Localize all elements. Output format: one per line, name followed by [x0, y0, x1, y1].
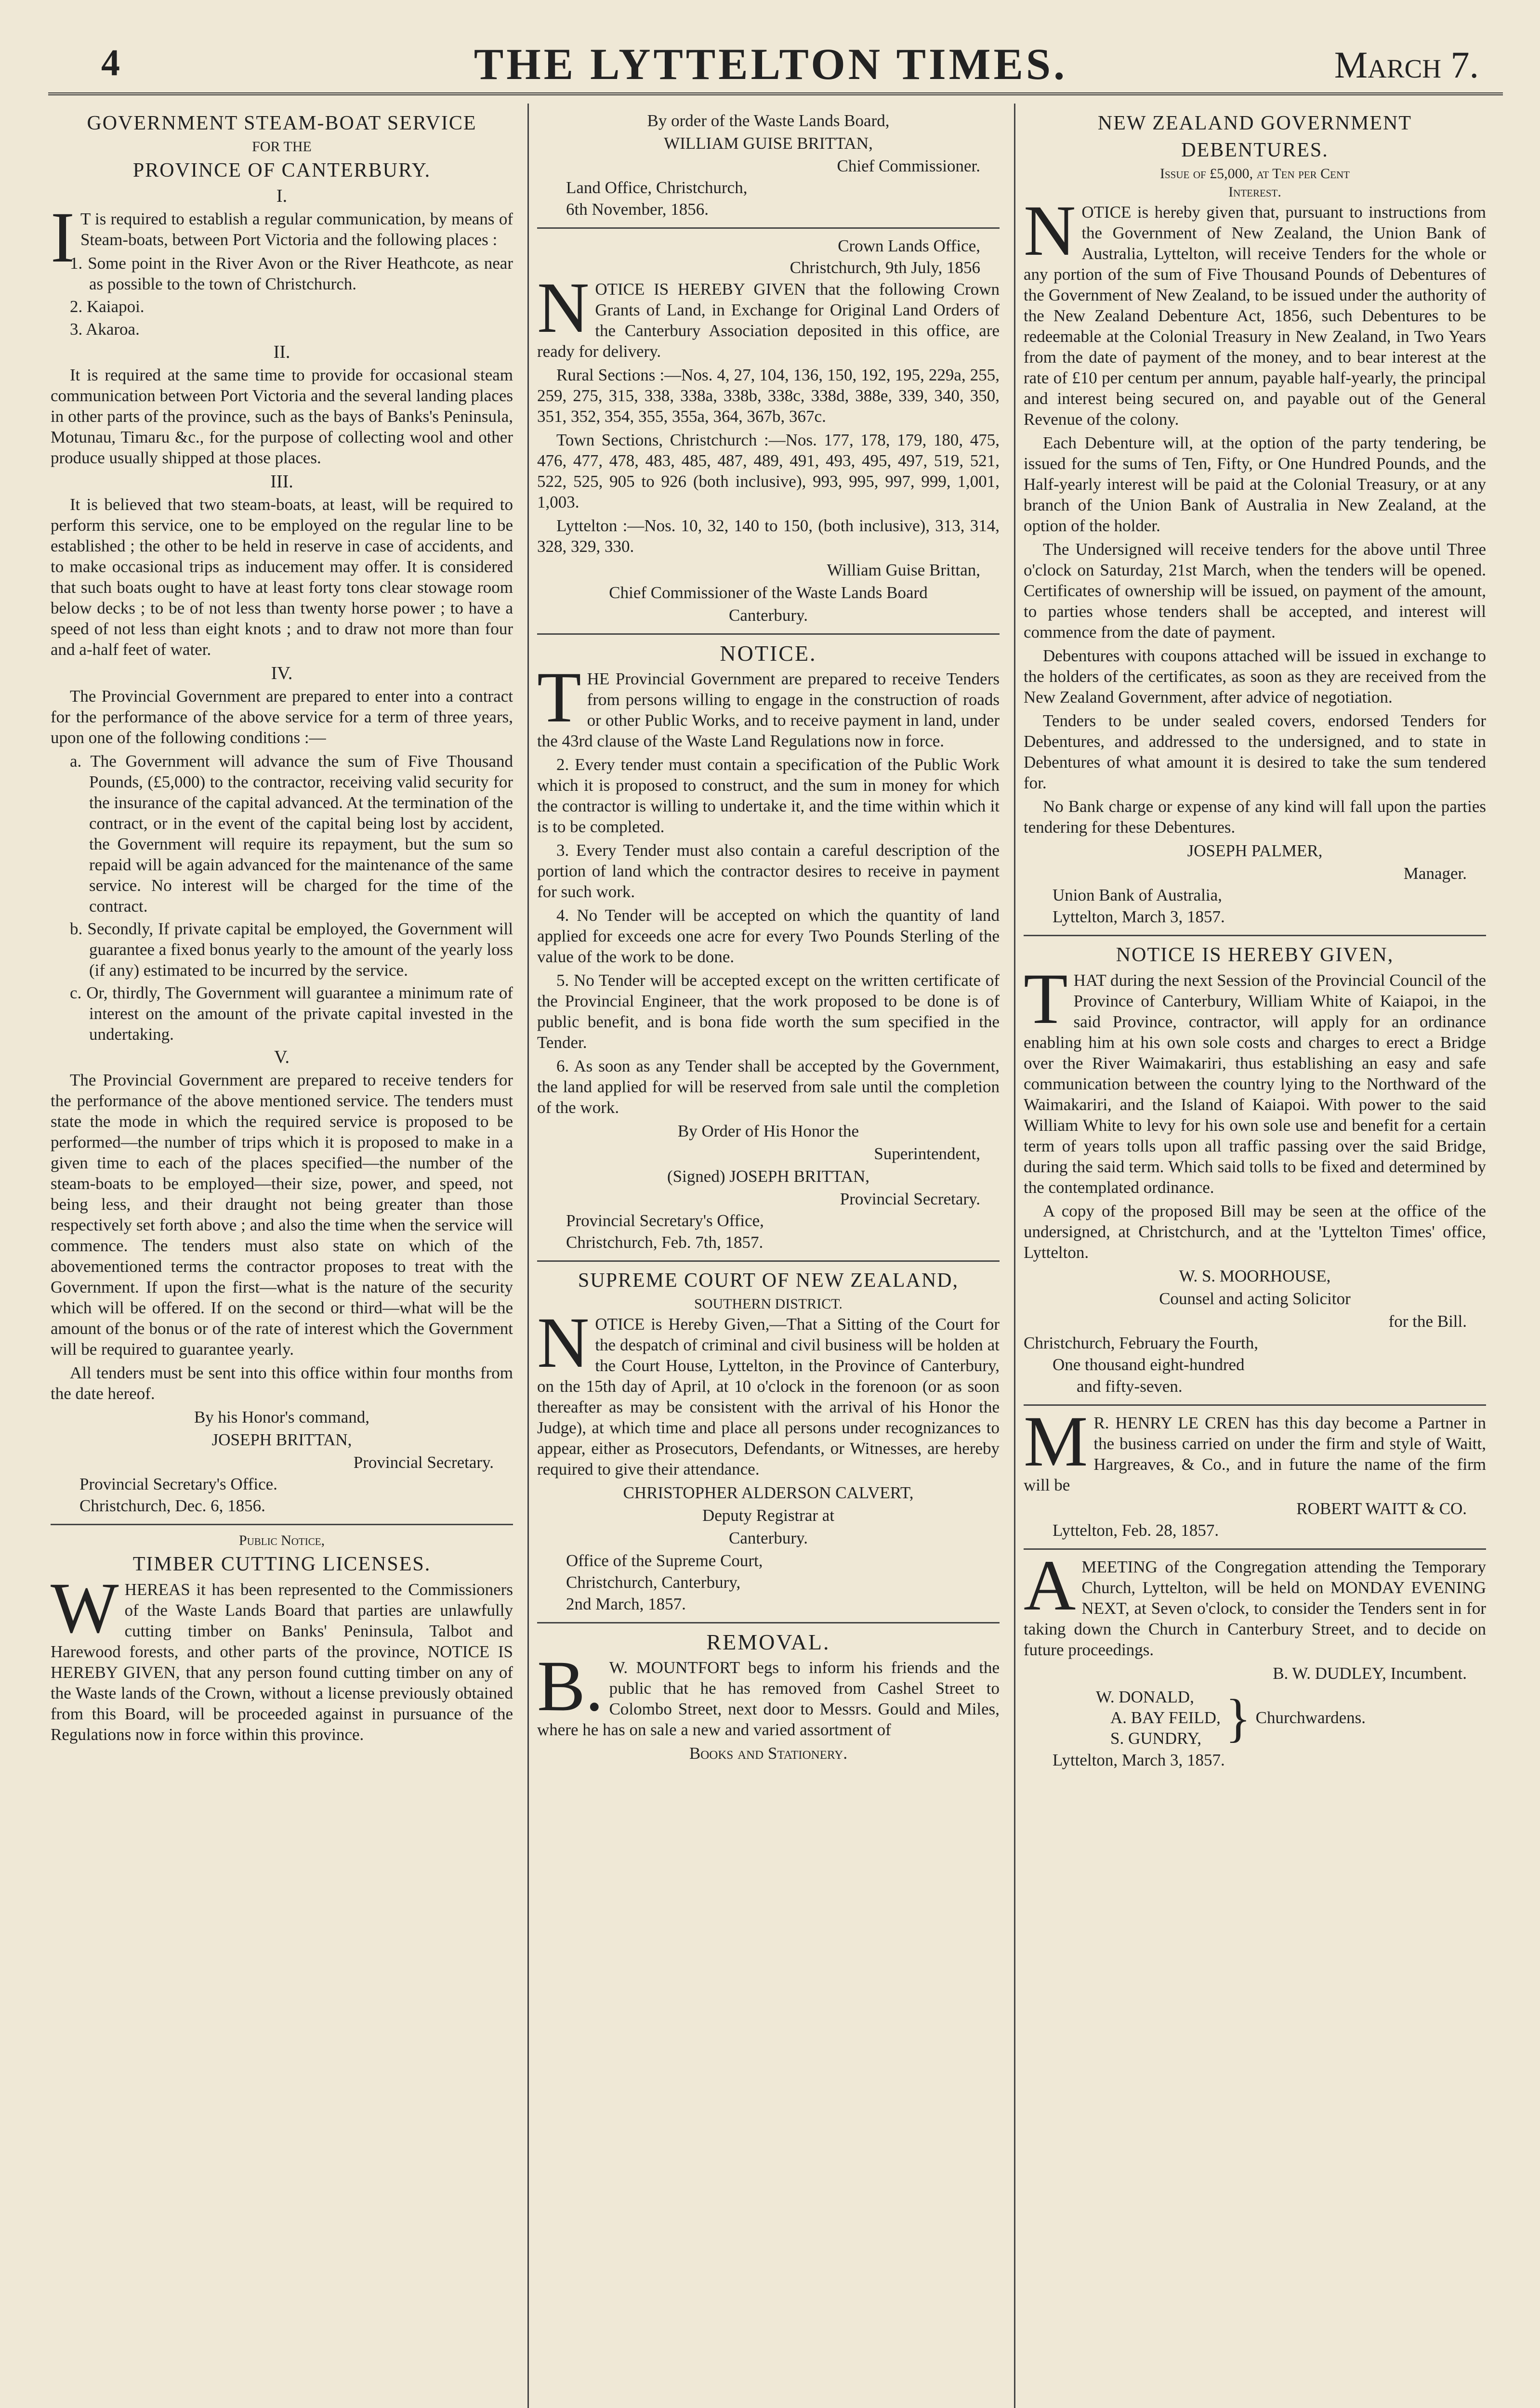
- paragraph: Debentures with coupons attached will be issued in exchange to the holders of the certificates, as soon as they are received from the New Zealand Government, after advice of negotiation.: [1024, 646, 1486, 707]
- signature-title: for the Bill.: [1388, 1312, 1467, 1331]
- paragraph: No Bank charge or expense of any kind will fall upon the parties tendering for these Debentures.: [1024, 797, 1486, 837]
- signature-date: 2nd March, 1857.: [566, 1595, 686, 1613]
- bridge-notice: [1024, 943, 1486, 1397]
- section-number: I.: [276, 186, 288, 206]
- signature-date: 6th November, 1856.: [566, 200, 709, 219]
- churchwarden-names: [1024, 1687, 1221, 1749]
- signature-name: W. S. MOORHOUSE,: [1179, 1267, 1331, 1285]
- crown-lands-notice: [537, 236, 1000, 626]
- supreme-court-notice: [537, 1269, 1000, 1614]
- churchwarden-name: S. GUNDRY,: [1110, 1729, 1201, 1748]
- churchwardens-label: Churchwardens.: [1255, 1708, 1366, 1727]
- paragraph: Rural Sections :—Nos. 4, 27, 104, 136, 150, 192, 195, 229a, 255, 259, 275, 315, 338, 338a, 338b, 338c, 338d, 388e, 339, 340, 350, 351, 352, 354, 355, 355a, 364, 367b, 367c.: [537, 366, 1000, 426]
- notice-heading: NOTICE.: [720, 641, 817, 666]
- signature-title: Deputy Registrar at: [702, 1506, 835, 1525]
- office-name: Crown Lands Office,: [838, 236, 980, 255]
- debentures-notice: [1024, 111, 1486, 927]
- signature-date: Christchurch, Dec. 6, 1856.: [79, 1496, 265, 1515]
- paragraph: NOTICE is Hereby Given,—That a Sitting of the Court for the despatch of criminal and civil business will be holden at the Court House, Lyttelton, in the Province of Canterbury, on the 15th day of April, at 10 o'clock in the forenoon (or as soon thereafter as may be consistent with the arrival of his Honor the Judge), at which time and place all persons under recognizances to appear, either as Prosecutors, Defendants, or Witnesses, are hereby required to give their attendance.: [537, 1303, 1000, 1479]
- signature-date: and fifty-seven.: [1077, 1377, 1183, 1396]
- paragraph: 4. No Tender will be accepted on which the quantity of land applied for exceeds one acre for every Two Pounds Sterling of the value of the work to be done.: [537, 906, 1000, 966]
- signature-title: Chief Commissioner of the Waste Lands Board: [609, 583, 928, 602]
- timber-notice: [51, 1532, 513, 1745]
- signature-date: Lyttelton, Feb. 28, 1857.: [1053, 1521, 1219, 1540]
- masthead-rule: [48, 92, 1503, 95]
- signature-name: B. W. DUDLEY, Incumbent.: [1273, 1664, 1467, 1683]
- signature-name: JOSEPH PALMER,: [1187, 841, 1323, 860]
- signature-title: Counsel and acting Solicitor: [1159, 1289, 1351, 1308]
- paragraph: MR. HENRY LE CREN has this day become a Partner in the business carried on under the firm and style of Waitt, Hargreaves, & Co., and in future the name of the firm will be: [1024, 1401, 1486, 1494]
- signature-date: Lyttelton, March 3, 1857.: [1053, 1751, 1225, 1769]
- issue-date: March 7.: [1334, 44, 1479, 86]
- list-item: 2. Kaiapoi.: [70, 297, 145, 316]
- paragraph: NOTICE IS HEREBY GIVEN that the following Crown Grants of Land, in Exchange for Original Land Orders of the Canterbury Association deposited in this office, are ready for delivery.: [537, 268, 1000, 361]
- divider: [537, 227, 1000, 229]
- signature-title: Manager.: [1403, 864, 1467, 883]
- notice-subheading: Interest.: [1228, 184, 1281, 200]
- list-item: 1. Some point in the River Avon or the River Heathcote, as near as possible to the town of Christchurch.: [70, 254, 513, 293]
- paragraph: Tenders to be under sealed covers, endorsed Tenders for Debentures, and addressed to the undersigned, and to state in Debentures of what amount it is desired to take the sum tendered for.: [1024, 711, 1486, 792]
- divider: [1024, 1548, 1486, 1550]
- signature-office: Provincial Secretary's Office,: [566, 1211, 764, 1230]
- paragraph: The Undersigned will receive tenders for the above until Three o'clock on Saturday, 21st March, when the tenders will be opened. Certificates of ownership will be issued, on payment of the amount, to parties whose tenders shall be accepted, and interest will commence from the date of payment.: [1024, 540, 1486, 641]
- notice-subheading: FOR THE: [252, 139, 312, 155]
- signature-title: Canterbury.: [729, 606, 808, 625]
- column-divider: [1014, 104, 1015, 2408]
- signature-office: Christchurch, Canterbury,: [566, 1573, 741, 1592]
- signature-office: Provincial Secretary's Office.: [79, 1475, 277, 1493]
- signature-line: By Order of His Honor the: [677, 1122, 859, 1140]
- section-number: V.: [274, 1047, 290, 1067]
- signature-office: Union Bank of Australia,: [1053, 886, 1222, 904]
- section-number: II.: [273, 342, 290, 362]
- paragraph: AMEETING of the Congregation attending the Temporary Church, Lyttelton, will be held on MONDAY EVENING NEXT, at Seven o'clock, to consider the Tenders sent in for taking down the Church in Canterbury Street, and to decide on future proceedings.: [1024, 1545, 1486, 1659]
- signature-office: Office of the Supreme Court,: [566, 1551, 763, 1570]
- signature-name: William Guise Brittan,: [827, 561, 980, 579]
- notice-heading: DEBENTURES.: [1181, 139, 1329, 161]
- list-item: 3. Akaroa.: [70, 320, 140, 339]
- paragraph: All tenders must be sent into this office within four months from the date hereof.: [51, 1363, 513, 1403]
- steamboat-notice: [51, 111, 513, 1516]
- signature-date: One thousand eight-hundred: [1053, 1355, 1245, 1374]
- signature-line: By his Honor's command,: [194, 1408, 370, 1426]
- notice-subheading: SOUTHERN DISTRICT.: [694, 1296, 842, 1312]
- divider: [537, 1260, 1000, 1262]
- paragraph: IT is required to establish a regular communication, by means of Steam-boats, between Port Victoria and the following places :: [51, 197, 513, 277]
- signature-office: Land Office, Christchurch,: [566, 178, 748, 197]
- paragraph: THE Provincial Government are prepared to receive Tenders from persons willing to engage in the construction of roads or other Public Works, and to receive payment in land, under the 43rd clause of the Waste Land Regulations now in force.: [537, 657, 1000, 750]
- signature-name: (Signed) JOSEPH BRITTAN,: [667, 1167, 870, 1186]
- notice-heading: REMOVAL.: [706, 1630, 830, 1654]
- churchwarden-name: W. DONALD,: [1096, 1688, 1194, 1706]
- removal-notice: [537, 1630, 1000, 1764]
- notice-heading: NOTICE IS HEREBY GIVEN,: [1116, 944, 1394, 966]
- churchwarden-name: A. BAY FEILD,: [1110, 1708, 1221, 1727]
- notice-heading: TIMBER CUTTING LICENSES.: [132, 1553, 431, 1575]
- paragraph: THAT during the next Session of the Provincial Council of the Province of Canterbury, William White of Kaiapoi, in the said Province, contractor, will apply for an ordinance enabling him at his own sole costs and charges to erect a Bridge over the River Waimakariri, thus establishing an easy and safe communication between the country lying to the Northward of the Waimakariri, and the Island of Kaiapoi. With power to the said William White to levy for his own sole use and benefit for a certain term of years tolls upon all traffic passing over the said Bridge, during the said term. Which said tolls to be fixed and determined by the contemplated ordinance.: [1024, 959, 1486, 1197]
- timber-notice-signature: [537, 110, 1000, 220]
- notice-subheading: Public Notice,: [238, 1532, 325, 1548]
- notice-date: Christchurch, 9th July, 1856: [790, 258, 980, 277]
- notice-heading: SUPREME COURT OF NEW ZEALAND,: [578, 1269, 959, 1292]
- signature-title: Superintendent,: [874, 1144, 980, 1163]
- tenders-notice: [537, 641, 1000, 1253]
- paragraph: 5. No Tender will be accepted except on the written certificate of the Provincial Engineer, that the work proposed to be done is of public benefit, and is bona fide worth the sum specified in the Tender.: [537, 971, 1000, 1052]
- divider: [537, 633, 1000, 635]
- partnership-notice: [1024, 1401, 1486, 1541]
- masthead: [43, 26, 1498, 89]
- signature-title: Provincial Secretary.: [353, 1453, 494, 1472]
- notice-heading: PROVINCE OF CANTERBURY.: [132, 159, 431, 182]
- section-number: IV.: [271, 663, 293, 683]
- paragraph: Lyttelton :—Nos. 10, 32, 140 to 150, (both inclusive), 313, 314, 328, 329, 330.: [537, 516, 1000, 556]
- paragraph: 6. As soon as any Tender shall be accepted by the Government, the land applied for will be reserved from sale until the completion of the work.: [537, 1057, 1000, 1117]
- column-1: [51, 108, 513, 2408]
- notice-heading: GOVERNMENT STEAM-BOAT SERVICE: [87, 112, 477, 134]
- churchwardens-block: [1024, 1687, 1486, 1749]
- list-item: b. Secondly, If private capital be employed, the Government will guarantee a fixed bonus yearly to the amount of the yearly loss (if any) estimated to be incurred by the service.: [70, 919, 513, 980]
- section-number: III.: [270, 471, 293, 492]
- list-item: a. The Government will advance the sum of Five Thousand Pounds, (£5,000) to the contractor, receiving valid security for the insurance of the capital advanced. At the termination of the contract, or in the event of the capital being lost by accident, the Government will require its repayment, but the sum so repaid will be again advanced for the maintenance of the same service. No interest will be charged for the time of the contract.: [70, 752, 513, 916]
- divider: [1024, 1404, 1486, 1406]
- notice-heading: NEW ZEALAND GOVERNMENT: [1097, 112, 1412, 134]
- signature-title: Canterbury.: [729, 1529, 808, 1547]
- column-3: [1024, 108, 1486, 2408]
- column-2: [537, 108, 1000, 2408]
- list-item: c. Or, thirdly, The Government will guarantee a minimum rate of interest on the amount of the private capital invested in the undertaking.: [70, 983, 513, 1044]
- notice-subheading: Issue of £5,000, at Ten per Cent: [1160, 166, 1350, 182]
- signature-line: By order of the Waste Lands Board,: [647, 111, 890, 130]
- signature-name: JOSEPH BRITTAN,: [211, 1430, 352, 1449]
- signature-name: CHRISTOPHER ALDERSON CALVERT,: [623, 1483, 914, 1502]
- divider: [51, 1524, 513, 1525]
- paragraph: NOTICE is hereby given that, pursuant to instructions from the Government of New Zealand, the Union Bank of Australia, Lyttelton, will receive Tenders for the whole or any portion of the sum of Five Thousand Pounds of Debentures of the Government of New Zealand, to be issued under the authority of the New Zealand Debenture Act, 1856, such Debentures to be redeemable at the Colonial Treasury in New Zealand, in Two Years from the date of payment of the money, and to bear interest at the rate of £10 per centum per annum, payable half-yearly, the principal and interest being secured on, and payable out of the General Revenue of the colony.: [1024, 191, 1486, 429]
- paragraph: The Provincial Government are prepared to receive tenders for the performance of the above mentioned service. The tenders must state the mode in which the required service is proposed to be performed—the number of trips which it is proposed to make in a given time to each of the places specified—the number of the steam-boats to be employed—their size, power, and speed, not being less, and their draught not being greater than those respectively set forth above ; and also the time when the service will commence. The tenders must also state on which of the abovementioned terms the contractor proposes to treat with the Government. If upon the first—what is the nature of the security which will be offered. If on the second or third—what will be the amount of the bonus or of the rate of interest which the Government will be required to guarantee yearly.: [51, 1071, 513, 1359]
- paragraph: It is believed that two steam-boats, at least, will be required to perform this service, one to be employed on the regular line to be established ; the other to be held in reserve in case of accidents, and to make occasional trips as inducement may offer. It is considered that such boats ought to have at least forty tons clear stowage room below decks ; to be of not less than twenty horse power ; to have a speed of not less than eight knots ; and to draw not more than four and a-half feet of water.: [51, 495, 513, 659]
- advert-line: Books and Stationery.: [689, 1744, 848, 1763]
- signature-name: WILLIAM GUISE BRITTAN,: [664, 134, 873, 153]
- page-number: 4: [101, 41, 120, 83]
- paragraph: B.W. MOUNTFORT begs to inform his friends and the public that he has removed from Cashel Street to Colombo Street, next door to Messrs. Gould and Miles, where he has on sale a new and varied assortment of: [537, 1646, 1000, 1739]
- paragraph: The Provincial Government are prepared to enter into a contract for the performance of the above service for a term of three years, upon one of the following conditions :—: [51, 687, 513, 747]
- paragraph: 3. Every Tender must also contain a careful description of the portion of land which the contractor desires to receive in payment for such work.: [537, 841, 1000, 901]
- brace-symbol: }: [1225, 1688, 1251, 1747]
- divider: [537, 1622, 1000, 1623]
- column-divider: [527, 104, 529, 2408]
- newspaper-title: THE LYTTELTON TIMES.: [474, 39, 1068, 89]
- paragraph: Town Sections, Christchurch :—Nos. 177, 178, 179, 180, 475, 476, 477, 478, 483, 485, 487, 489, 491, 493, 495, 497, 519, 521, 522, 525, 905 to 926 (both inclusive), 993, 995, 997, 999, 1,001, 1,003.: [537, 431, 1000, 511]
- signature-name: ROBERT WAITT & CO.: [1296, 1499, 1467, 1518]
- signature-date: Lyttelton, March 3, 1857.: [1053, 907, 1225, 926]
- signature-title: Chief Commissioner.: [837, 157, 980, 175]
- signature-date: Christchurch, February the Fourth,: [1024, 1334, 1258, 1352]
- paragraph: WHEREAS it has been represented to the Commissioners of the Waste Lands Board that parties are unlawfully cutting timber on Banks' Peninsula, Talbot and Harewood forests, and other parts of the province, NOTICE IS HEREBY GIVEN, that any person found cutting timber on any of the Waste lands of the Crown, without a license previously obtained from this Board, will be proceeded against in pursuance of the Regulations now in force within this province.: [51, 1568, 513, 1744]
- paragraph: A copy of the proposed Bill may be seen at the office of the undersigned, at Christchurch, and at the 'Lyttelton Times' office, Lyttelton.: [1024, 1202, 1486, 1262]
- meeting-notice: [1024, 1545, 1486, 1770]
- paragraph: Each Debenture will, at the option of the party tendering, be issued for the sums of Ten, Fifty, or One Hundred Pounds, and the Half-yearly interest will be paid at the Colonial Treasury, or at any branch of the Union Bank of Australia in New Zealand, at the option of the holder.: [1024, 433, 1486, 535]
- divider: [1024, 935, 1486, 936]
- signature-date: Christchurch, Feb. 7th, 1857.: [566, 1233, 763, 1252]
- signature-title: Provincial Secretary.: [840, 1190, 980, 1208]
- paragraph: It is required at the same time to provide for occasional steam communication between Port Victoria and the several landing places in other parts of the province, such as the bays of Banks's Peninsula, Motunau, Timaru &c., for the purpose of collecting wool and other produce usually shipped at those places.: [51, 366, 513, 467]
- paragraph: 2. Every tender must contain a specification of the Public Work which it is proposed to construct, and the sum in money for which the contractor is willing to undertake it, and the time within which it is to be completed.: [537, 755, 1000, 836]
